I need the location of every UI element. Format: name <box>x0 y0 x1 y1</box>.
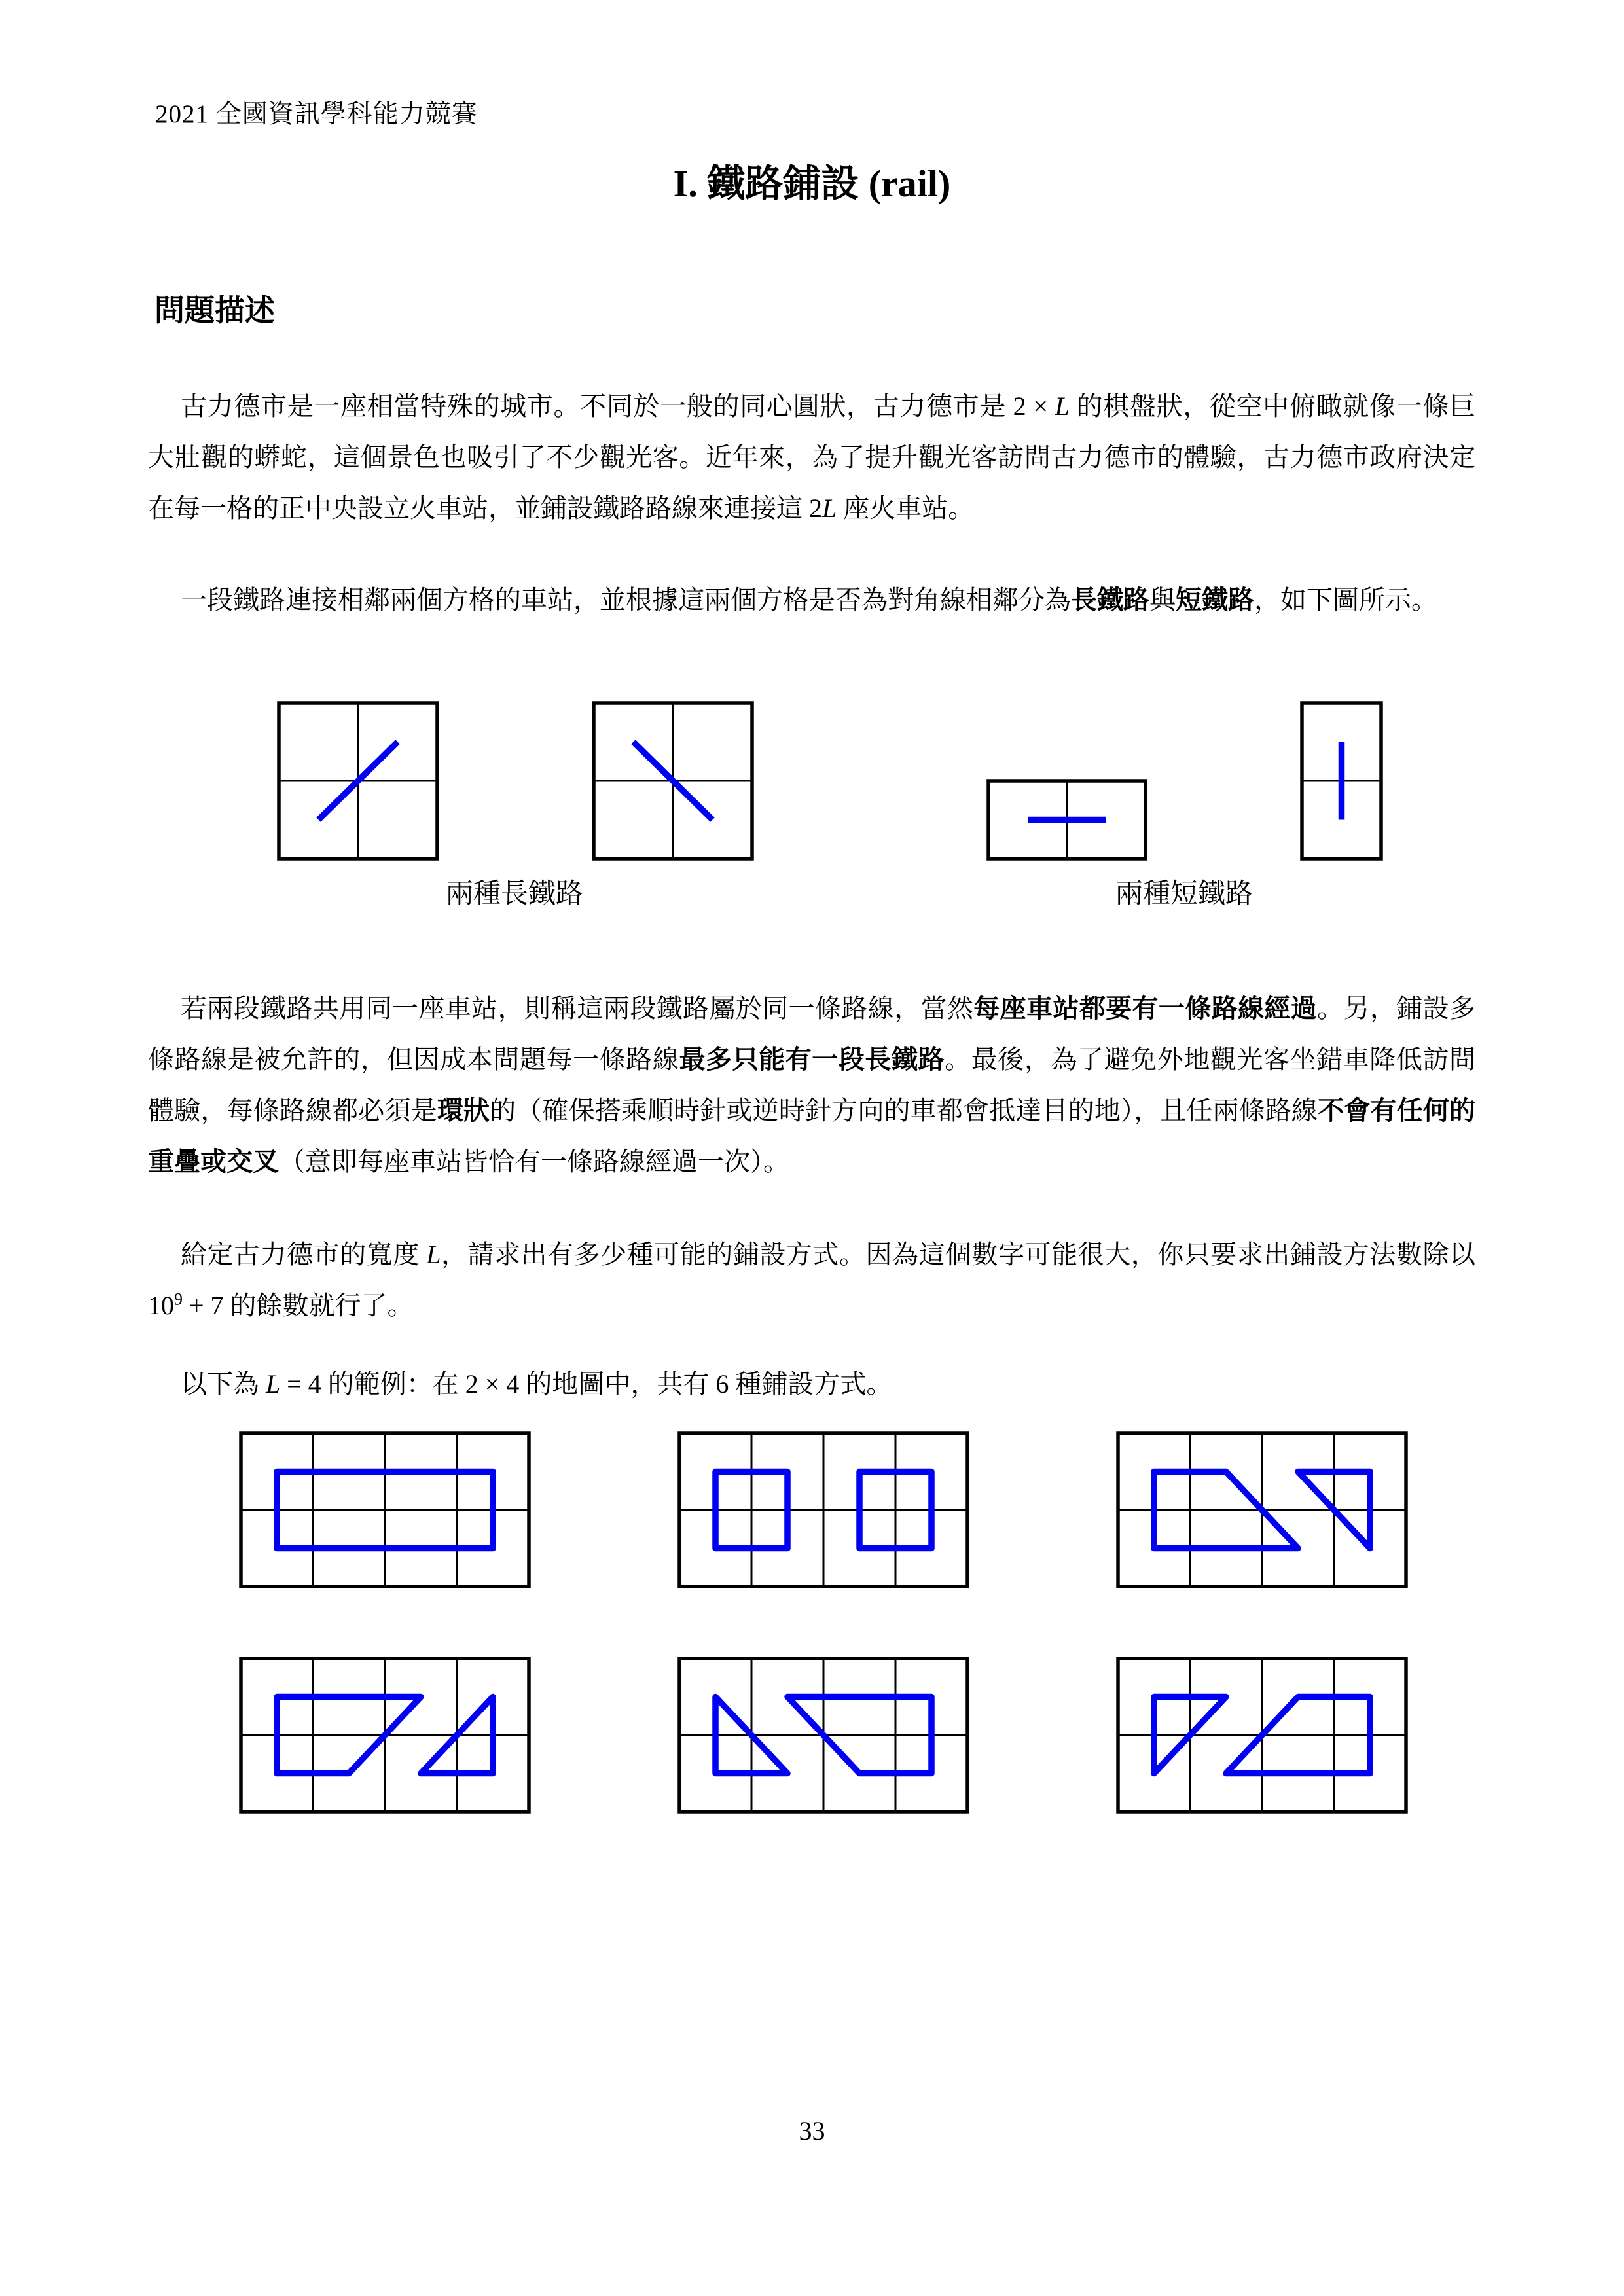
example-layout-1 <box>238 1431 532 1592</box>
example-layout-5 <box>677 1656 970 1818</box>
paragraph-example-intro: 以下為 L = 4 的範例：在 2 × 4 的地圖中，共有 6 種鋪設方式。 <box>181 1369 893 1399</box>
figure-rail-types <box>148 694 1475 923</box>
example-layout-3 <box>1115 1431 1409 1592</box>
paragraph-city-intro: 古力德市是一座相當特殊的城市。不同於一般的同心圓狀，古力德市是 2 × L 的棋盤狀，從空中俯瞰就像一條巨大壯觀的蟒蛇，這個景色也吸引了不少觀光客。近年來，為了提升觀光客訪問古力德市的體驗，古力德市政府決定在每一格的正中央設立火車站，並鋪設鐵路路線來連接這 2L 座火車站。 <box>148 391 1476 523</box>
page-title: I. 鐵路鋪設 (rail) <box>673 162 951 205</box>
diagram-short-rail-horizontal <box>986 778 1148 865</box>
example-layout-4 <box>238 1656 532 1818</box>
doc-header: 2021 全國資訊學科能力競賽 <box>155 100 478 128</box>
caption-short-rails: 兩種短鐵路 <box>1115 879 1253 909</box>
diagram-long-rail-up-diagonal <box>276 700 440 865</box>
diagram-long-rail-down-diagonal <box>591 700 755 865</box>
diagram-short-rail-vertical <box>1299 700 1384 865</box>
paragraph-task: 給定古力德市的寬度 L，請求出有多少種可能的鋪設方式。因為這個數字可能很大，你只要求出鋪設方法數除以 $10^9 + 7$ 的餘數就行了。 <box>148 1240 1476 1320</box>
examples-row-2 <box>148 1656 1475 1820</box>
examples-row-1 <box>148 1431 1475 1594</box>
content-area <box>148 0 1475 2296</box>
paragraph-rail-definition: 一段鐵路連接相鄰兩個方格的車站，並根據這兩個方格是否為對角線相鄰分為長鐵路與短鐵路，如下圖所示。 <box>181 585 1437 615</box>
paragraph-route-rules: 若兩段鐵路共用同一座車站，則稱這兩段鐵路屬於同一條路線，當然每座車站都要有一條路線經過。另，鋪設多條路線是被允許的，但因成本問題每一條路線最多只能有一段長鐵路。最後，為了避免外地觀光客坐錯車降低訪問體驗，每條路線都必須是環狀的（確保搭乘順時針或逆時針方向的車都會抵達目的地），且任兩條路線不會有任何的重疊或交叉（意即每座車站皆恰有一條路線經過一次）。 <box>148 994 1476 1176</box>
example-layout-2 <box>677 1431 970 1592</box>
caption-long-rails: 兩種長鐵路 <box>445 879 583 909</box>
example-layout-6 <box>1115 1656 1409 1818</box>
page-number: 33 <box>799 2116 825 2145</box>
section-heading-problem-description: 問題描述 <box>154 293 275 327</box>
